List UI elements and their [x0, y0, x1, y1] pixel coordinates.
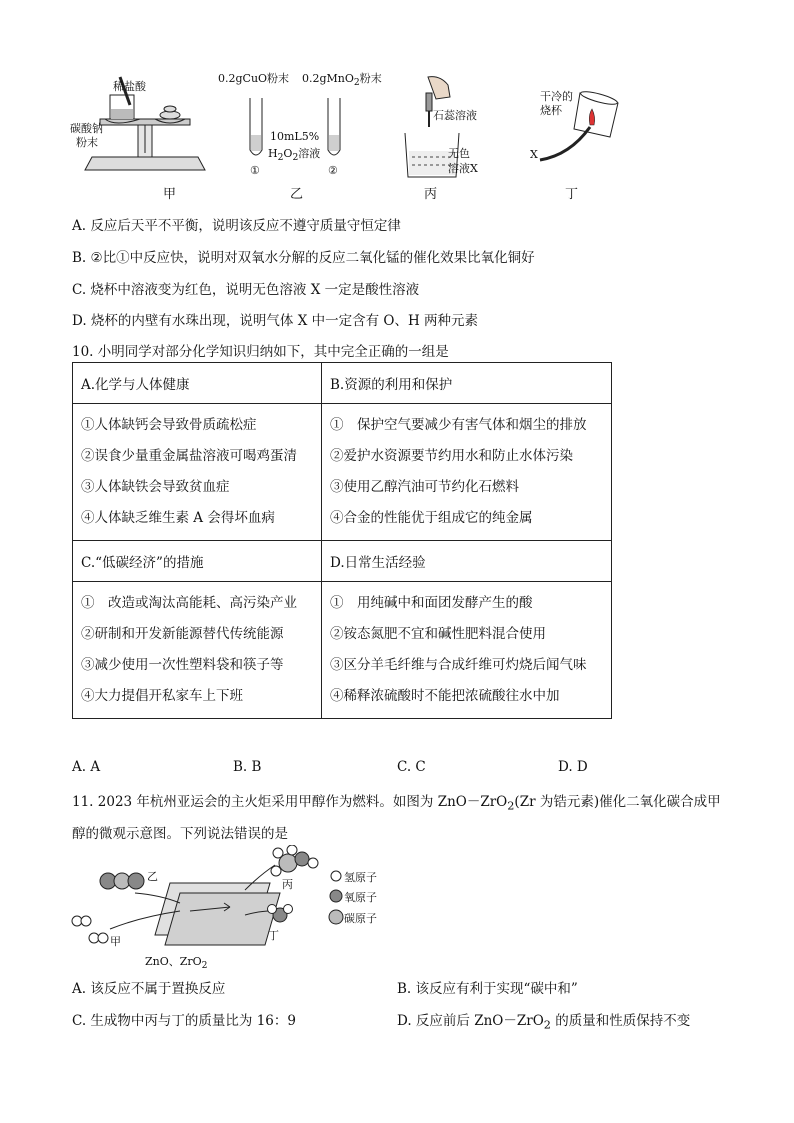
table-item: ④稀释浓硫酸时不能把浓硫酸往水中加	[330, 688, 560, 704]
diagram-label-jia: 甲	[110, 935, 121, 948]
table-item: ③减少使用一次性塑料袋和筷子等	[81, 657, 284, 673]
legend-carbon: 碳原子	[344, 912, 377, 925]
diagram-label-bing: 丙	[282, 878, 293, 891]
label-beaker-1: 干冷的	[540, 90, 573, 103]
table-cell-c	[73, 582, 322, 719]
label-powder-2: 粉末	[76, 136, 98, 149]
label-gas-x: X	[530, 148, 538, 161]
table-cell-a	[73, 404, 322, 541]
diagram-label-yi: 乙	[147, 870, 158, 883]
table-item: ②研制和开发新能源替代传统能源	[81, 626, 284, 642]
label-cuo: 0.2gCuO粉末	[218, 72, 290, 85]
label-x-1: 无色	[448, 147, 470, 160]
label-beaker-2: 烧杯	[540, 104, 562, 117]
q10-choice-b: B. B	[233, 759, 262, 775]
q11-option-d: D. 反应前后 ZnO－ZrO$_2$ 的质量和性质保持不变	[397, 1013, 691, 1032]
tube-1-label: ①	[250, 164, 260, 177]
label-powder-1: 碳酸钠	[70, 122, 103, 135]
q10-table	[72, 362, 612, 719]
caption-jia: 甲	[163, 187, 177, 202]
label-litmus: 石蕊溶液	[433, 109, 477, 122]
table-cell-b	[322, 404, 612, 541]
table-head-a: A.化学与人体健康	[73, 363, 322, 404]
table-item: ②爱护水资源要节约用水和防止水体污染	[330, 448, 573, 464]
q10-choice-d: D. D	[558, 759, 588, 775]
q11-stem-line2: 醇的微观示意图。下列说法错误的是	[72, 826, 288, 842]
q11-option-c: C. 生成物中丙与丁的质量比为 16：9	[72, 1013, 296, 1029]
tube-2-label: ②	[328, 164, 338, 177]
flame-beaker-diagram	[530, 85, 620, 170]
table-head-d: D.日常生活经验	[322, 541, 612, 582]
q9-option-a: A. 反应后天平不平衡，说明该反应不遵守质量守恒定律	[72, 218, 401, 234]
caption-bing: 丙	[424, 187, 438, 202]
label-x-2: 溶液X	[448, 162, 478, 175]
table-item: ②误食少量重金属盐溶液可喝鸡蛋清	[81, 448, 297, 464]
table-item: ②铵态氮肥不宜和碱性肥料混合使用	[330, 626, 546, 642]
table-item: ④大力提倡开私家车上下班	[81, 688, 243, 704]
table-cell-d	[322, 582, 612, 719]
table-item: ④人体缺乏维生素 A 会得坏血病	[81, 510, 275, 526]
q9-option-b: B. ②比①中反应快，说明对双氧水分解的反应二氧化锰的催化效果比氧化铜好	[72, 250, 535, 266]
diagram-label-ding: 丁	[268, 929, 279, 942]
label-sol-1: 10mL5%	[270, 130, 320, 143]
catalyst-reaction-diagram	[70, 845, 400, 970]
caption-ding: 丁	[565, 187, 579, 202]
q11-stem-line1: 11. 2023 年杭州亚运会的主火炬采用甲醇作为燃料。如图为 ZnO－ZrO$_2$(Zr 为锆元素)催化二氧化碳合成甲	[72, 794, 721, 813]
table-item: ③区分羊毛纤维与合成纤维可灼烧后闻气味	[330, 657, 587, 673]
table-item: ① 用纯碱中和面团发酵产生的酸	[330, 595, 533, 611]
legend-oxygen: 氧原子	[344, 891, 377, 904]
q10-stem: 10. 小明同学对部分化学知识归纳如下，其中完全正确的一组是	[72, 344, 449, 360]
q9-option-c: C. 烧杯中溶液变为红色，说明无色溶液 X 一定是酸性溶液	[72, 282, 420, 298]
q10-choice-c: C. C	[397, 759, 426, 775]
q11-option-a: A. 该反应不属于置换反应	[72, 981, 226, 997]
table-item: ① 改造或淘汰高能耗、高污染产业	[81, 595, 297, 611]
caption-yi: 乙	[290, 187, 304, 202]
table-item: ③人体缺铁会导致贫血症	[81, 479, 230, 495]
label-acid: 稀盐酸	[113, 80, 146, 93]
q10-choice-a: A. A	[72, 759, 101, 775]
table-head-c: C.“低碳经济”的措施	[73, 541, 322, 582]
table-item: ④合金的性能优于组成它的纯金属	[330, 510, 533, 526]
label-sol-2: $H_2O_2$溶液	[268, 147, 321, 164]
table-item: ①人体缺钙会导致骨质疏松症	[81, 417, 257, 433]
diagram-label-catalyst: ZnO、ZrO$_2$	[145, 955, 208, 972]
legend-hydrogen: 氢原子	[344, 871, 377, 884]
q11-option-b: B. 该反应有利于实现“碳中和”	[397, 981, 578, 997]
table-item: ③使用乙醇汽油可节约化石燃料	[330, 479, 519, 495]
q9-option-d: D. 烧杯的内壁有水珠出现，说明气体 X 中一定含有 O、H 两种元素	[72, 313, 479, 329]
table-item: ① 保护空气要减少有害气体和烟尘的排放	[330, 417, 587, 433]
table-head-b: B.资源的利用和保护	[322, 363, 612, 404]
label-mno2: 0.2gMnO$_2$粉末	[302, 72, 382, 89]
